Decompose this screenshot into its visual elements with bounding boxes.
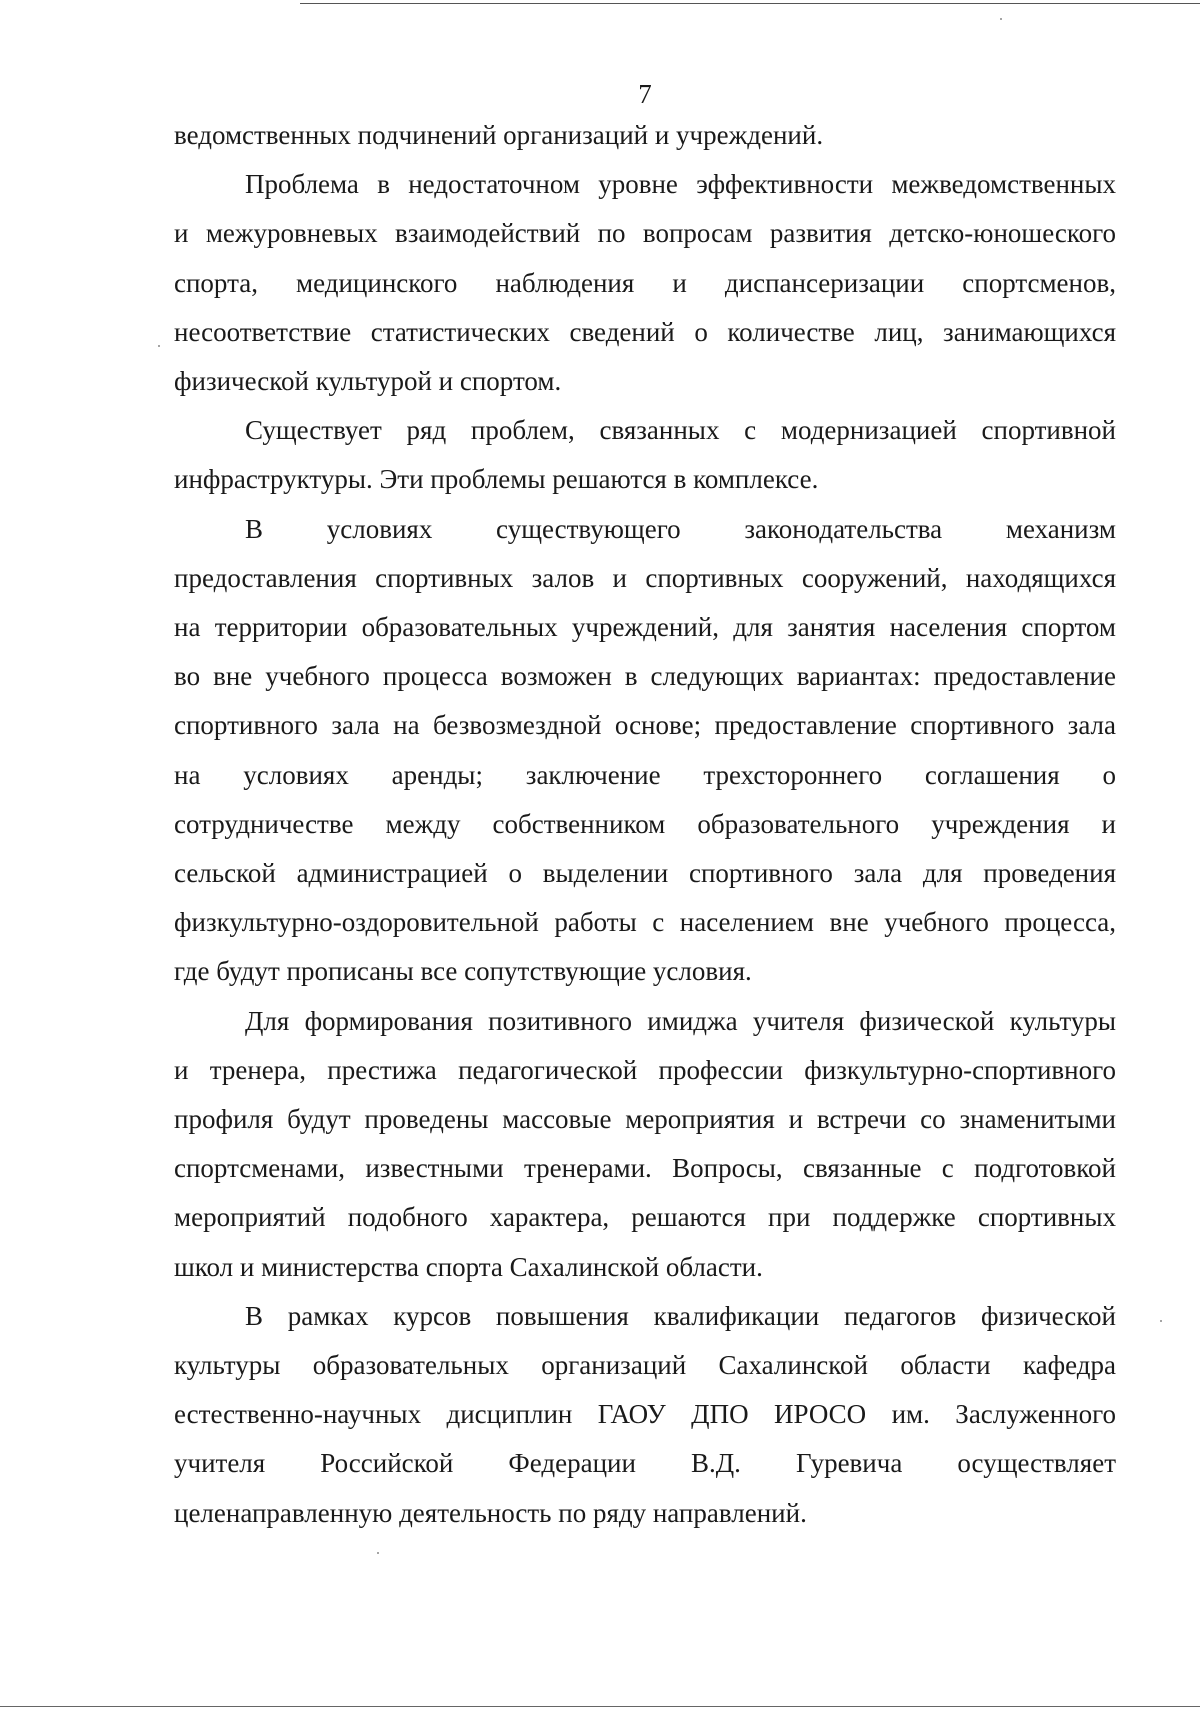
text-line: и межуровневых взаимодействий по вопросам развития детско-юношеского (174, 218, 1116, 249)
text-line: учителя Российской Федерации В.Д. Гуревича осуществляет (174, 1448, 1116, 1479)
text-line: целенаправленную деятельность по ряду направлений. (174, 1497, 807, 1528)
text-line: естественно-научных дисциплин ГАОУ ДПО ИРОСО им. Заслуженного (174, 1399, 1116, 1430)
text-line: физкультурно-оздоровительной работы с населением вне учебного процесса, (174, 907, 1116, 938)
paragraph (174, 160, 1116, 406)
paragraph (174, 406, 1116, 504)
text-line: несоответствие статистических сведений о количестве лиц, занимающихся (174, 316, 1116, 347)
text-line: профиля будут проведены массовые мероприятия и встречи со знаменитыми (174, 1104, 1116, 1135)
text-line: где будут прописаны все сопутствующие условия. (174, 956, 752, 987)
document-body (174, 111, 1116, 1538)
page-number: 7 (638, 79, 652, 109)
text-line: школ и министерства спорта Сахалинской области. (174, 1251, 763, 1282)
scan-speck (1160, 1320, 1162, 1322)
scan-edge-top (300, 3, 1200, 4)
text-line: физической культурой и спортом. (174, 366, 562, 397)
paragraph (174, 1292, 1116, 1538)
text-line: спортивного зала на безвозмездной основе; предоставление спортивного зала (174, 710, 1116, 741)
text-line: и тренера, престижа педагогической профессии физкультурно-спортивного (174, 1054, 1116, 1085)
text-line: Для формирования позитивного имиджа учителя физической культуры (245, 1005, 1116, 1036)
text-line: Существует ряд проблем, связанных с модернизацией спортивной (245, 415, 1116, 446)
text-line: во вне учебного процесса возможен в следующих вариантах: предоставление (174, 661, 1116, 692)
scan-edge-bottom (0, 1706, 1200, 1707)
text-line: сельской администрацией о выделении спортивного зала для проведения (174, 858, 1116, 889)
text-line: спорта, медицинского наблюдения и диспансеризации спортсменов, (174, 267, 1116, 298)
text-line: инфраструктуры. Эти проблемы решаются в комплексе. (174, 464, 819, 495)
text-line: предоставления спортивных залов и спортивных сооружений, находящихся (174, 562, 1116, 593)
text-line: на территории образовательных учреждений, для занятия населения спортом (174, 612, 1116, 643)
scan-speck (377, 1552, 379, 1554)
text-line: Проблема в недостаточном уровне эффективности межведомственных (245, 169, 1116, 200)
text-line: на условиях аренды; заключение трехстороннего соглашения о (174, 759, 1116, 790)
paragraph (174, 111, 1116, 160)
text-line: мероприятий подобного характера, решаются при поддержке спортивных (174, 1202, 1116, 1233)
paragraph (174, 997, 1116, 1292)
paragraph (174, 505, 1116, 997)
text-line: культуры образовательных организаций Сахалинской области кафедра (174, 1350, 1116, 1381)
scan-speck (158, 345, 160, 347)
text-line: ведомственных подчинений организаций и учреждений. (174, 120, 824, 150)
text-line: спортсменами, известными тренерами. Вопросы, связанные с подготовкой (174, 1153, 1116, 1184)
text-line: сотрудничестве между собственником образовательного учреждения и (174, 808, 1116, 839)
text-line: В условиях существующего законодательства механизм (245, 513, 1116, 544)
scan-speck (1000, 18, 1002, 20)
text-line: В рамках курсов повышения квалификации педагогов физической (245, 1300, 1116, 1331)
